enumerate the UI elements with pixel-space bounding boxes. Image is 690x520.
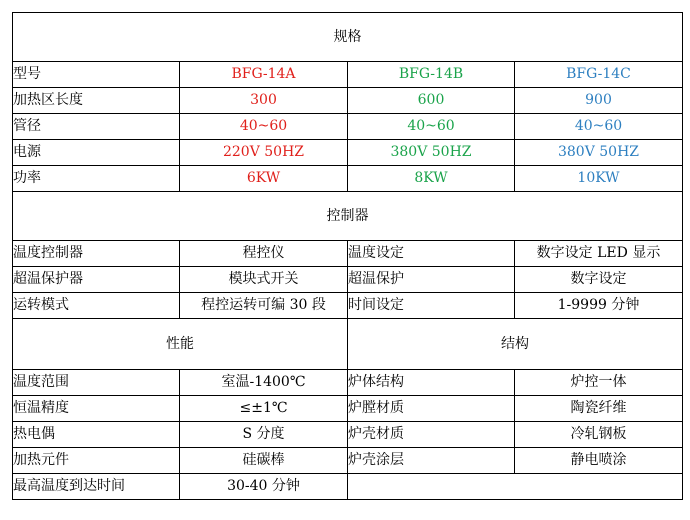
performance-label: 温度范围 bbox=[13, 370, 180, 396]
spec-value-a: 220V 50HZ bbox=[180, 140, 348, 166]
spec-value-a: 300 bbox=[180, 88, 348, 114]
spec-row bbox=[13, 166, 683, 192]
controller-label: 运转模式 bbox=[13, 293, 180, 319]
performance-label: 热电偶 bbox=[13, 422, 180, 448]
perf-structure-row bbox=[13, 422, 683, 448]
performance-value: 室温-1400℃ bbox=[180, 370, 348, 396]
performance-value: 硅碳棒 bbox=[180, 448, 348, 474]
spec-value-a: 6KW bbox=[180, 166, 348, 192]
structure-label: 炉壳材质 bbox=[348, 422, 515, 448]
controller-row bbox=[13, 267, 683, 293]
spec-row bbox=[13, 88, 683, 114]
spec-value-b: 380V 50HZ bbox=[348, 140, 515, 166]
spec-value-c: 10KW bbox=[515, 166, 683, 192]
controller-value: 模块式开关 bbox=[180, 267, 348, 293]
structure-value: 冷轧钢板 bbox=[515, 422, 683, 448]
structure-title: 结构 bbox=[348, 319, 683, 370]
controller-value: 数字设定 LED 显示 bbox=[515, 241, 683, 267]
spec-value-b: 40~60 bbox=[348, 114, 515, 140]
controller-value: 程控仪 bbox=[180, 241, 348, 267]
model-c: BFG-14C bbox=[515, 62, 683, 88]
structure-label: 炉膛材质 bbox=[348, 396, 515, 422]
empty-cell bbox=[348, 474, 683, 500]
controller-value: 程控运转可编 30 段 bbox=[180, 293, 348, 319]
structure-value: 炉控一体 bbox=[515, 370, 683, 396]
controller-title: 控制器 bbox=[13, 192, 683, 241]
model-header: 型号 bbox=[13, 62, 180, 88]
spec-row bbox=[13, 114, 683, 140]
performance-value: S 分度 bbox=[180, 422, 348, 448]
performance-value: ≤±1℃ bbox=[180, 396, 348, 422]
performance-value: 30-40 分钟 bbox=[180, 474, 348, 500]
structure-label: 炉体结构 bbox=[348, 370, 515, 396]
controller-label: 超温保护 bbox=[348, 267, 515, 293]
spec-value-c: 40~60 bbox=[515, 114, 683, 140]
spec-value-a: 40~60 bbox=[180, 114, 348, 140]
structure-label: 炉壳涂层 bbox=[348, 448, 515, 474]
perf-structure-row bbox=[13, 370, 683, 396]
controller-value: 1-9999 分钟 bbox=[515, 293, 683, 319]
controller-label: 温度控制器 bbox=[13, 241, 180, 267]
structure-value: 静电喷涂 bbox=[515, 448, 683, 474]
performance-label: 恒温精度 bbox=[13, 396, 180, 422]
spec-value-b: 600 bbox=[348, 88, 515, 114]
spec-value-c: 380V 50HZ bbox=[515, 140, 683, 166]
model-a: BFG-14A bbox=[180, 62, 348, 88]
spec-table bbox=[12, 12, 683, 500]
controller-value: 数字设定 bbox=[515, 267, 683, 293]
performance-title: 性能 bbox=[13, 319, 348, 370]
controller-label: 时间设定 bbox=[348, 293, 515, 319]
perf-structure-row bbox=[13, 474, 683, 500]
controller-label: 温度设定 bbox=[348, 241, 515, 267]
model-b: BFG-14B bbox=[348, 62, 515, 88]
perf-structure-row bbox=[13, 396, 683, 422]
spec-row bbox=[13, 140, 683, 166]
controller-label: 超温保护器 bbox=[13, 267, 180, 293]
spec-label: 功率 bbox=[13, 166, 180, 192]
spec-title: 规格 bbox=[13, 13, 683, 62]
spec-label: 加热区长度 bbox=[13, 88, 180, 114]
performance-label: 最高温度到达时间 bbox=[13, 474, 180, 500]
spec-value-c: 900 bbox=[515, 88, 683, 114]
controller-row bbox=[13, 293, 683, 319]
perf-structure-row bbox=[13, 448, 683, 474]
performance-label: 加热元件 bbox=[13, 448, 180, 474]
spec-label: 管径 bbox=[13, 114, 180, 140]
spec-label: 电源 bbox=[13, 140, 180, 166]
spec-value-b: 8KW bbox=[348, 166, 515, 192]
structure-value: 陶瓷纤维 bbox=[515, 396, 683, 422]
controller-row bbox=[13, 241, 683, 267]
